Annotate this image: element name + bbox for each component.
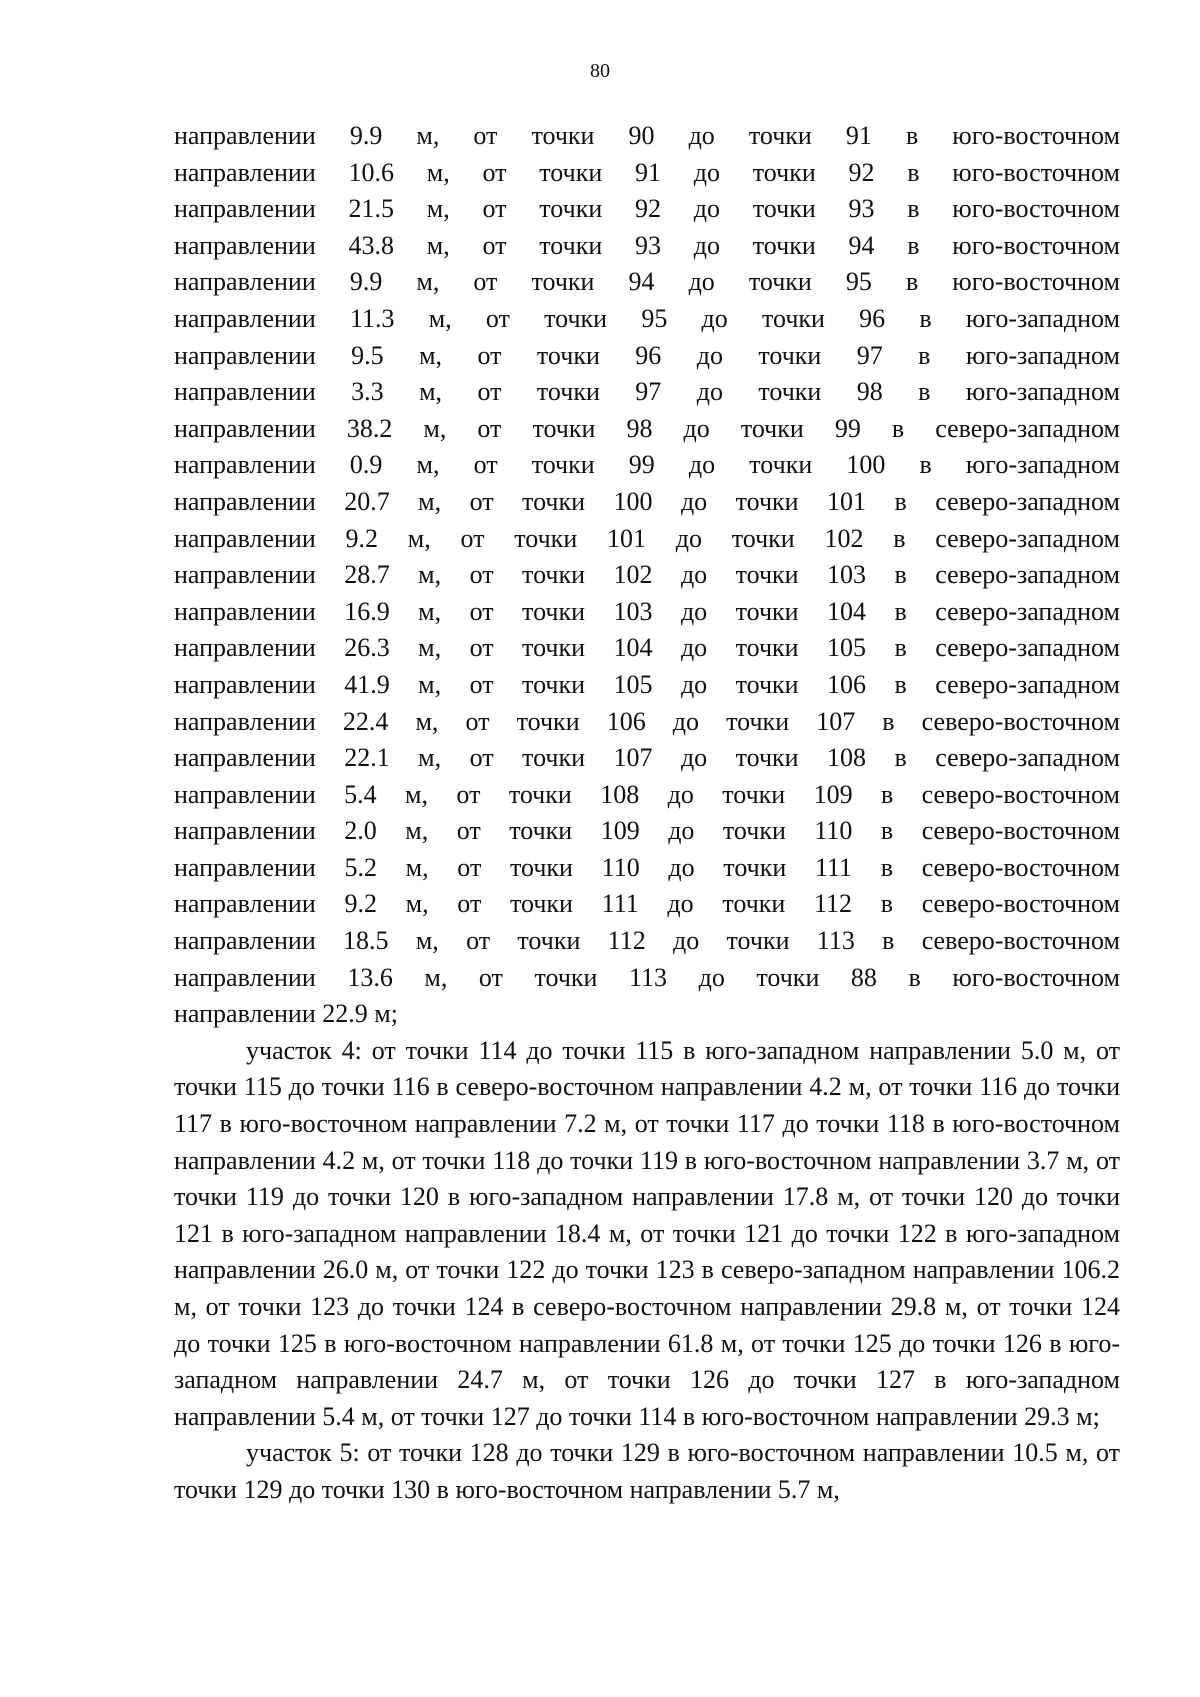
text-line: направлении 9.2 м, от точки 101 до точки 102 в северо-западном bbox=[174, 523, 1120, 553]
text-line: направлении 38.2 м, от точки 98 до точки 99 в северо-западном bbox=[174, 413, 1120, 443]
text-line: направлении 26.3 м, от точки 104 до точки 105 в северо-западном bbox=[174, 633, 1120, 663]
document-body bbox=[174, 118, 1120, 1509]
text-line: направлении 41.9 м, от точки 105 до точки 106 в северо-западном bbox=[174, 669, 1120, 699]
text-line: направлении 21.5 м, от точки 92 до точки 93 в юго-восточном bbox=[174, 194, 1120, 224]
text-line: направлении 5.2 м, от точки 110 до точки 111 в северо-восточном bbox=[174, 852, 1120, 882]
page-number: 80 bbox=[590, 60, 610, 82]
text-line: направлении 43.8 м, от точки 93 до точки 94 в юго-восточном bbox=[174, 230, 1120, 260]
text-line: направлении 2.0 м, от точки 109 до точки 110 в северо-восточном bbox=[174, 816, 1120, 846]
text-line: направлении 0.9 м, от точки 99 до точки 100 в юго-западном bbox=[174, 450, 1120, 480]
text-line: направлении 9.5 м, от точки 96 до точки 97 в юго-западном bbox=[174, 340, 1120, 370]
text-line: направлении 22.4 м, от точки 106 до точки 107 в северо-восточном bbox=[174, 706, 1120, 736]
text-line: направлении 9.2 м, от точки 111 до точки 112 в северо-восточном bbox=[174, 889, 1120, 919]
text-line: направлении 16.9 м, от точки 103 до точки 104 в северо-западном bbox=[174, 596, 1120, 626]
text-line: направлении 22.9 м; bbox=[174, 999, 398, 1029]
text-line: направлении 22.1 м, от точки 107 до точки 108 в северо-западном bbox=[174, 743, 1120, 773]
paragraph-section-5: участок 5: от точки 128 до точки 129 в юго-восточном направлении 10.5 м, от точки 129 до точки 130 в юго-восточном направлении 5.7 м, bbox=[174, 1438, 1120, 1504]
text-line: направлении 18.5 м, от точки 112 до точки 113 в северо-восточном bbox=[174, 926, 1120, 956]
text-line: направлении 10.6 м, от точки 91 до точки 92 в юго-восточном bbox=[174, 157, 1120, 187]
text-line: направлении 20.7 м, от точки 100 до точки 101 в северо-западном bbox=[174, 486, 1120, 516]
text-line: направлении 3.3 м, от точки 97 до точки 98 в юго-западном bbox=[174, 377, 1120, 407]
paragraph-section-4: участок 4: от точки 114 до точки 115 в юго-западном направлении 5.0 м, от точки 115 до точки 116 в северо-восточном направлении 4.2 м, от точки 116 до точки 117 в юго-восточном направлении 7.2 м, от точки 117 до точки 118 в юго-восточном направлении 4.2 м, от точки 118 до точки 119 в юго-восточном направлении 3.7 м, от точки 119 до точки 120 в юго-западном направлении 17.8 м, от точки 120 до точки 121 в юго-западном направлении 18.4 м, от точки 121 до точки 122 в юго-западном направлении 26.0 м, от точки 122 до точки 123 в северо-западном направлении 106.2 м, от точки 123 до точки 124 в северо-восточном направлении 29.8 м, от точки 124 до точки 125 в юго-восточном направлении 61.8 м, от точки 125 до точки 126 в юго-западном направлении 24.7 м, от точки 126 до точки 127 в юго-западном направлении 5.4 м, от точки 127 до точки 114 в юго-восточном направлении 29.3 м; bbox=[174, 1035, 1120, 1431]
text-line: направлении 5.4 м, от точки 108 до точки 109 в северо-восточном bbox=[174, 779, 1120, 809]
text-line: направлении 9.9 м, от точки 90 до точки 91 в юго-восточном bbox=[174, 121, 1120, 150]
text-line: направлении 9.9 м, от точки 94 до точки 95 в юго-восточном bbox=[174, 267, 1120, 297]
text-line: направлении 11.3 м, от точки 95 до точки 96 в юго-западном bbox=[174, 303, 1120, 333]
text-line: направлении 13.6 м, от точки 113 до точки 88 в юго-восточном bbox=[174, 962, 1120, 992]
text-line: направлении 28.7 м, от точки 102 до точки 103 в северо-западном bbox=[174, 560, 1120, 590]
